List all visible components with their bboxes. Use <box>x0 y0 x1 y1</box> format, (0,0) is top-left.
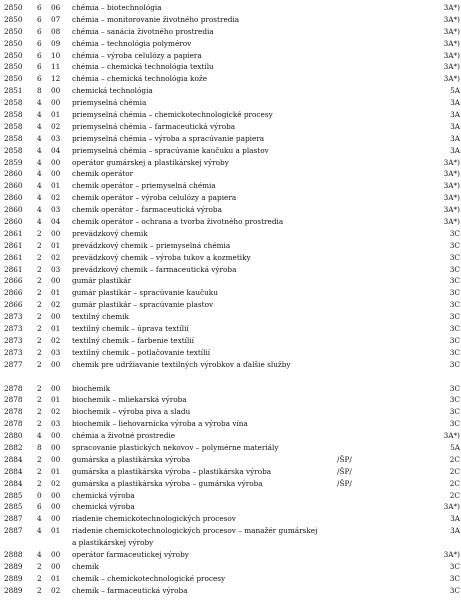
list-item <box>0 299 461 311</box>
field-code-suffix: 01 <box>51 573 61 583</box>
field-code-suffix: 02 <box>51 478 61 488</box>
field-code-digit: 2 <box>37 395 42 405</box>
field-note: /ŠP/ <box>337 478 352 488</box>
field-name: prevádzkový chemik <box>72 228 148 238</box>
field-code-suffix: 02 <box>51 300 61 310</box>
field-code-suffix: 01 <box>51 288 61 298</box>
field-code-suffix: 00 <box>51 431 61 441</box>
field-name: priemyselná chémia – farmaceutická výroba <box>72 121 236 131</box>
field-code-suffix: 00 <box>51 502 61 512</box>
education-level: 3A <box>450 133 460 143</box>
field-code: 2866 <box>4 288 23 298</box>
education-level: 3C <box>449 252 460 262</box>
field-code-suffix: 03 <box>51 347 61 357</box>
field-code-suffix: 03 <box>51 205 61 215</box>
field-name: chemická technológia <box>72 86 153 96</box>
field-code-digit: 4 <box>37 169 42 179</box>
list-item <box>0 383 461 395</box>
education-level: 3C <box>449 335 460 345</box>
field-name: riadenie chemickotechnologických procesov <box>72 514 236 524</box>
education-level: 3C <box>449 419 460 429</box>
field-code: 2873 <box>4 324 23 334</box>
field-code-digit: 4 <box>37 526 42 536</box>
list-item <box>0 97 461 109</box>
field-name: gumárska a plastikárska výroba – gumárska výroba <box>72 478 263 488</box>
field-code-suffix: 01 <box>51 526 61 536</box>
field-name: prevádzkový chemik – farmaceutická výroba <box>72 264 237 274</box>
list-item <box>0 85 461 97</box>
field-code: 2858 <box>4 133 23 143</box>
field-name: biochemik <box>72 383 111 393</box>
field-code: 2884 <box>4 454 23 464</box>
field-code: 2860 <box>4 193 23 203</box>
field-code-digit: 4 <box>37 205 42 215</box>
field-name: chemik operátor – priemyselná chémia <box>72 181 216 191</box>
field-code-suffix: 00 <box>51 383 61 393</box>
field-code-digit: 2 <box>37 252 42 262</box>
field-code-suffix: 07 <box>51 14 61 24</box>
field-name: textilný chemik – úprava textílií <box>72 324 189 334</box>
field-name: priemyselná chémia – chemickotechnologické procesy <box>72 110 273 120</box>
field-code-suffix: 00 <box>51 228 61 238</box>
education-level: 5A <box>450 86 460 96</box>
field-code-digit: 4 <box>37 145 42 155</box>
list-item <box>0 26 461 38</box>
list-item <box>0 192 461 204</box>
field-code: 2884 <box>4 478 23 488</box>
education-level: 3A*) <box>443 14 460 24</box>
list-item <box>0 549 461 561</box>
field-code-digit: 4 <box>37 217 42 227</box>
field-code: 2851 <box>4 86 23 96</box>
field-code-suffix: 10 <box>51 50 61 60</box>
education-level: 3C <box>449 324 460 334</box>
field-code-digit: 2 <box>37 407 42 417</box>
field-code-digit: 4 <box>37 121 42 131</box>
list-item <box>0 573 461 585</box>
field-code: 2850 <box>4 26 23 36</box>
field-note: /ŠP/ <box>337 466 352 476</box>
list-item <box>0 287 461 299</box>
field-code-suffix: 00 <box>51 169 61 179</box>
education-level: 3A*) <box>443 193 460 203</box>
education-level: 3A*) <box>443 3 460 12</box>
list-item <box>0 525 461 549</box>
field-name: chémia – biotechnológia <box>72 3 162 12</box>
list-item <box>0 61 461 73</box>
field-code-suffix: 02 <box>51 121 61 131</box>
field-code-suffix: 00 <box>51 312 61 322</box>
field-name: chemik – farmaceutická výroba <box>72 585 188 595</box>
field-code-suffix: 03 <box>51 419 61 429</box>
field-code-digit: 0 <box>37 490 42 500</box>
education-level: 3C <box>449 312 460 322</box>
education-level: 3C <box>449 383 460 393</box>
education-level: 3C <box>449 228 460 238</box>
education-level: 3A*) <box>443 169 460 179</box>
field-code-digit: 6 <box>37 14 42 24</box>
field-name: chemik – chemickotechnologické procesy <box>72 573 226 583</box>
field-code-suffix: 00 <box>51 86 61 96</box>
field-code-suffix: 00 <box>51 442 61 452</box>
list-item <box>0 323 461 335</box>
field-name: gumár plastikár <box>72 276 132 286</box>
field-code-suffix: 08 <box>51 26 61 36</box>
field-name: biochemik – liehovarnícka výroba a výroba vína <box>72 419 248 429</box>
field-name: chemik operátor <box>72 169 134 179</box>
list-item <box>0 430 461 442</box>
education-level: 2C <box>449 466 460 476</box>
field-name: riadenie chemickotechnologických procesov – manažér gumárskej a plastikárskej výroby <box>72 526 318 548</box>
field-code-digit: 2 <box>37 383 42 393</box>
field-code: 2880 <box>4 431 23 441</box>
education-level: 3C <box>449 573 460 583</box>
list-item <box>0 204 461 216</box>
education-level: 3C <box>449 300 460 310</box>
field-code: 2866 <box>4 300 23 310</box>
field-code-digit: 8 <box>37 86 42 96</box>
education-level: 3A*) <box>443 502 460 512</box>
field-code-suffix: 00 <box>51 561 61 571</box>
field-code: 2850 <box>4 62 23 72</box>
field-code: 2878 <box>4 407 23 417</box>
field-code-suffix: 00 <box>51 490 61 500</box>
field-name: gumárska a plastikárska výroba – plastikárska výroba <box>72 466 272 476</box>
field-code-suffix: 02 <box>51 335 61 345</box>
education-level: 3A*) <box>443 62 460 72</box>
field-name: chémia a životné prostredie <box>72 431 176 441</box>
field-code: 2860 <box>4 169 23 179</box>
education-level: 3C <box>449 395 460 405</box>
list-item <box>0 585 461 597</box>
list-item <box>0 418 461 430</box>
field-code: 2850 <box>4 38 23 48</box>
field-name: textilný chemik – potlačovanie textílií <box>72 347 211 357</box>
field-name: chemik operátor – farmaceutická výroba <box>72 205 222 215</box>
field-code-suffix: 04 <box>51 217 61 227</box>
field-name: chemik <box>72 561 99 571</box>
field-code: 2860 <box>4 181 23 191</box>
field-code-digit: 8 <box>37 442 42 452</box>
field-code-suffix: 04 <box>51 145 61 155</box>
field-name: priemyselná chémia – výroba a spracúvanie papiera <box>72 133 265 143</box>
list-item <box>0 490 461 502</box>
list-item <box>0 252 461 264</box>
field-code-digit: 2 <box>37 466 42 476</box>
field-code: 2858 <box>4 121 23 131</box>
list-item <box>0 2 461 14</box>
field-code-suffix: 11 <box>51 62 61 72</box>
field-code-suffix: 02 <box>51 252 61 262</box>
education-level: 3C <box>449 585 460 595</box>
education-level: 3A*) <box>443 157 460 167</box>
field-name: gumár plastikár – spracúvanie plastov <box>72 300 214 310</box>
field-code-suffix: 01 <box>51 466 61 476</box>
field-code-suffix: 00 <box>51 514 61 524</box>
field-code-suffix: 03 <box>51 264 61 274</box>
field-code-digit: 2 <box>37 240 42 250</box>
field-name: chémia – sanácia životného prostredia <box>72 26 214 36</box>
list-item <box>0 442 461 454</box>
field-name: biochemik – výroba piva a sladu <box>72 407 191 417</box>
field-name: prevádzkový chemik – priemyselná chémia <box>72 240 231 250</box>
list-item <box>0 406 461 418</box>
field-code: 2859 <box>4 157 23 167</box>
education-level: 2C <box>449 490 460 500</box>
list-item <box>0 157 461 169</box>
field-code-suffix: 09 <box>51 38 61 48</box>
field-code: 2873 <box>4 312 23 322</box>
field-code: 2888 <box>4 550 23 559</box>
field-name: chémia – monitorovanie životného prostredia <box>72 14 240 24</box>
list-item <box>0 240 461 252</box>
list-item <box>0 121 461 133</box>
field-code: 2885 <box>4 502 23 512</box>
field-code-suffix: 00 <box>51 98 61 108</box>
field-code-digit: 4 <box>37 110 42 120</box>
field-code: 2861 <box>4 264 23 274</box>
list-item <box>0 216 461 228</box>
field-name: chemická výroba <box>72 490 135 500</box>
field-code-digit: 2 <box>37 228 42 238</box>
field-name: operátor gumárskej a plastikárskej výroby <box>72 157 229 167</box>
list-item <box>0 454 461 466</box>
field-name: operátor farmaceutickej výroby <box>72 550 189 559</box>
field-code-suffix: 01 <box>51 181 61 191</box>
field-code: 2861 <box>4 252 23 262</box>
field-name: biochemik – mliekarská výroba <box>72 395 187 405</box>
list-item <box>0 14 461 26</box>
education-level: 3C <box>449 288 460 298</box>
education-level: 3A <box>450 145 460 155</box>
field-code-digit: 2 <box>37 324 42 334</box>
field-code-suffix: 02 <box>51 407 61 417</box>
field-code-digit: 2 <box>37 312 42 322</box>
education-level: 3A <box>450 98 460 108</box>
education-level: 3C <box>449 359 460 369</box>
field-name: textilný chemik – farbenie textílií <box>72 335 195 345</box>
list-item <box>0 145 461 157</box>
education-level: 3A <box>450 526 460 536</box>
field-code-digit: 6 <box>37 50 42 60</box>
list-item <box>0 347 461 359</box>
field-name: spracovanie plastických nekovov – polymérne materiály <box>72 442 279 452</box>
list-item <box>0 394 461 406</box>
field-code-digit: 4 <box>37 431 42 441</box>
education-level: 5A <box>450 442 460 452</box>
list-item <box>0 109 461 121</box>
field-name: prevádzkový chemik – výroba tukov a kozmetiky <box>72 252 251 262</box>
field-code-suffix: 00 <box>51 550 61 559</box>
field-code: 2861 <box>4 240 23 250</box>
field-code: 2877 <box>4 359 23 369</box>
list-item <box>0 501 461 513</box>
field-name: gumár plastikár – spracúvanie kaučuku <box>72 288 218 298</box>
field-code-digit: 6 <box>37 26 42 36</box>
field-code-digit: 2 <box>37 264 42 274</box>
education-level: 3A*) <box>443 205 460 215</box>
field-code-digit: 2 <box>37 585 42 595</box>
field-code-suffix: 01 <box>51 110 61 120</box>
field-code-digit: 2 <box>37 335 42 345</box>
field-code: 2850 <box>4 14 23 24</box>
education-level: 3A <box>450 110 460 120</box>
list-item <box>0 168 461 180</box>
education-level: 3A <box>450 514 460 524</box>
education-level: 3C <box>449 561 460 571</box>
field-code-digit: 4 <box>37 157 42 167</box>
field-name: chémia – výroba celulózy a papiera <box>72 50 202 60</box>
education-level: 3C <box>449 240 460 250</box>
field-code: 2887 <box>4 526 23 536</box>
field-code: 2861 <box>4 228 23 238</box>
field-name: priemyselná chémia – spracúvanie kaučuku a plastov <box>72 145 269 155</box>
field-code-suffix: 00 <box>51 276 61 286</box>
field-code-suffix: 02 <box>51 585 61 595</box>
field-code-digit: 6 <box>37 3 42 12</box>
field-code: 2882 <box>4 442 23 452</box>
field-code-digit: 2 <box>37 359 42 369</box>
field-code-digit: 2 <box>37 276 42 286</box>
field-code: 2873 <box>4 335 23 345</box>
field-name: chémia – chemická technológia kože <box>72 74 208 84</box>
list-item <box>0 180 461 192</box>
field-name: priemyselná chémia <box>72 98 147 108</box>
field-code-digit: 2 <box>37 478 42 488</box>
field-code-digit: 6 <box>37 38 42 48</box>
list-item <box>0 264 461 276</box>
education-level: 3C <box>449 264 460 274</box>
list-item <box>0 359 461 383</box>
study-field-list <box>0 2 461 597</box>
field-code-digit: 2 <box>37 573 42 583</box>
field-name: chemik operátor – ochrana a tvorba životného prostredia <box>72 217 284 227</box>
field-code-digit: 2 <box>37 561 42 571</box>
field-code: 2860 <box>4 217 23 227</box>
list-item <box>0 478 461 490</box>
education-level: 2C <box>449 454 460 464</box>
education-level: 3A*) <box>443 217 460 227</box>
field-code-digit: 4 <box>37 98 42 108</box>
list-item <box>0 466 461 478</box>
field-code-digit: 2 <box>37 300 42 310</box>
field-code-suffix: 12 <box>51 74 61 84</box>
education-level: 3A*) <box>443 50 460 60</box>
field-name: textilný chemik <box>72 312 129 322</box>
field-code-suffix: 01 <box>51 324 61 334</box>
list-item <box>0 311 461 323</box>
field-name: chémia – chemická technológia textilu <box>72 62 214 72</box>
field-code: 2884 <box>4 466 23 476</box>
field-name: chémia – technológia polymérov <box>72 38 192 48</box>
field-code-digit: 6 <box>37 74 42 84</box>
field-code-suffix: 00 <box>51 359 61 369</box>
field-code: 2889 <box>4 573 23 583</box>
education-level: 3A*) <box>443 181 460 191</box>
field-code-digit: 2 <box>37 288 42 298</box>
list-item <box>0 513 461 525</box>
education-level: 3C <box>449 407 460 417</box>
field-code: 2860 <box>4 205 23 215</box>
list-item <box>0 50 461 62</box>
field-code: 2873 <box>4 347 23 357</box>
education-level: 2C <box>449 478 460 488</box>
field-code-suffix: 03 <box>51 133 61 143</box>
education-level: 3A <box>450 121 460 131</box>
field-code-digit: 2 <box>37 454 42 464</box>
education-level: 3A*) <box>443 550 460 559</box>
field-code: 2887 <box>4 514 23 524</box>
field-code-digit: 4 <box>37 550 42 559</box>
field-code-digit: 4 <box>37 181 42 191</box>
field-code: 2889 <box>4 561 23 571</box>
field-code-suffix: 01 <box>51 240 61 250</box>
field-code: 2850 <box>4 74 23 84</box>
field-code: 2889 <box>4 585 23 595</box>
field-code-digit: 6 <box>37 62 42 72</box>
education-level: 3C <box>449 347 460 357</box>
field-code: 2858 <box>4 145 23 155</box>
field-code: 2878 <box>4 395 23 405</box>
field-code: 2866 <box>4 276 23 286</box>
field-code-suffix: 01 <box>51 395 61 405</box>
field-note: /ŠP/ <box>337 454 352 464</box>
field-code-digit: 4 <box>37 193 42 203</box>
field-code: 2858 <box>4 110 23 120</box>
education-level: 3A*) <box>443 38 460 48</box>
field-code-digit: 4 <box>37 514 42 524</box>
field-name: chemik pre udržiavanie textilných výrobkov a ďalšie služby <box>72 359 291 369</box>
field-code-digit: 2 <box>37 419 42 429</box>
list-item <box>0 38 461 50</box>
field-code: 2878 <box>4 419 23 429</box>
field-code: 2858 <box>4 98 23 108</box>
education-level: 3C <box>449 276 460 286</box>
field-code-digit: 4 <box>37 133 42 143</box>
field-name: chemická výroba <box>72 502 135 512</box>
field-code-digit: 2 <box>37 347 42 357</box>
field-code: 2850 <box>4 3 23 12</box>
field-code-suffix: 02 <box>51 193 61 203</box>
education-level: 3A*) <box>443 26 460 36</box>
field-name: chemik operátor – výroba celulózy a papiera <box>72 193 237 203</box>
field-code-digit: 6 <box>37 502 42 512</box>
list-item <box>0 275 461 287</box>
field-code: 2850 <box>4 50 23 60</box>
list-item <box>0 228 461 240</box>
field-code: 2885 <box>4 490 23 500</box>
field-code: 2878 <box>4 383 23 393</box>
field-code-suffix: 00 <box>51 157 61 167</box>
education-level: 3A*) <box>443 431 460 441</box>
list-item <box>0 73 461 85</box>
list-item <box>0 335 461 347</box>
list-item <box>0 561 461 573</box>
field-code-suffix: 00 <box>51 454 61 464</box>
list-item <box>0 133 461 145</box>
education-level: 3A*) <box>443 74 460 84</box>
field-name: gumárska a plastikárska výroba <box>72 454 191 464</box>
field-code-suffix: 06 <box>51 3 61 12</box>
